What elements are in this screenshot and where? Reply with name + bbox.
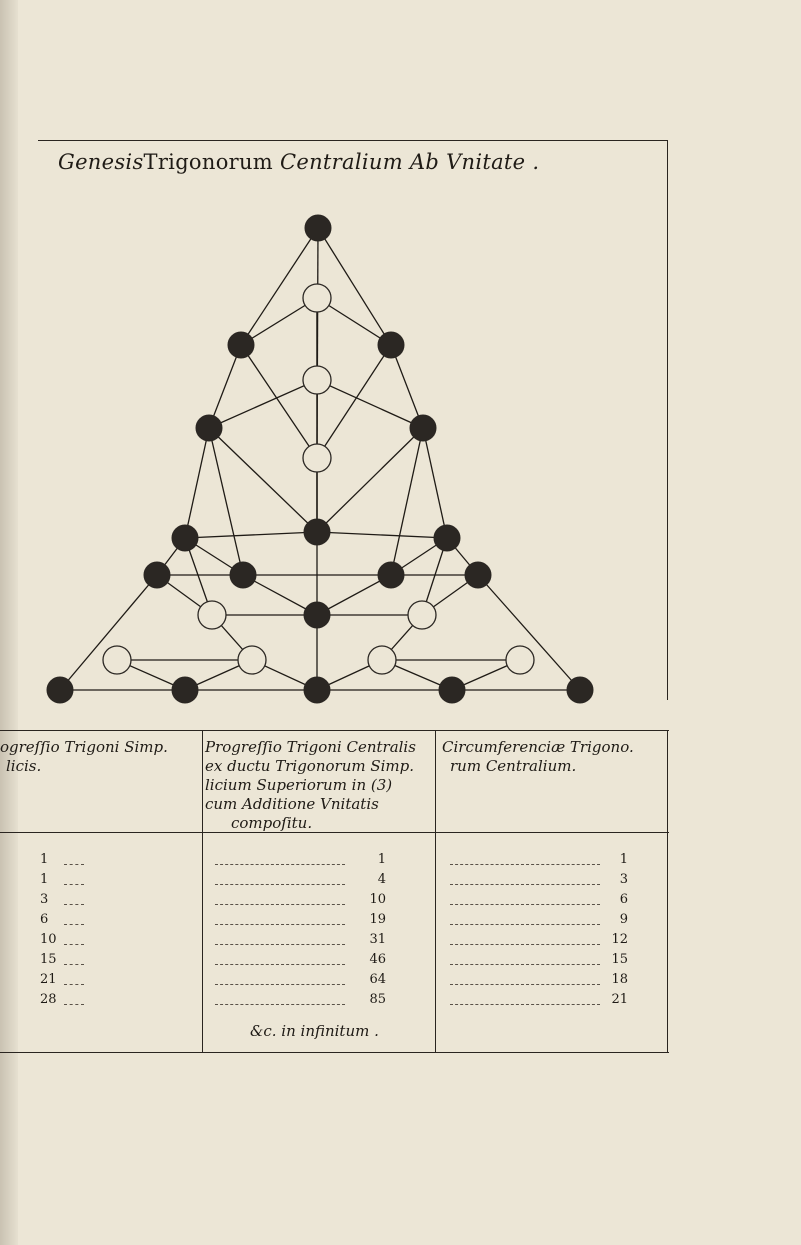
filled-dot (434, 525, 460, 551)
header-central-line: licium Superiorum in (3) (205, 776, 393, 794)
circumference-value: 6 (619, 892, 628, 907)
filled-dot (144, 562, 170, 588)
leader-dash (215, 984, 345, 985)
leader-dash (215, 924, 345, 925)
hollow-dot (368, 646, 396, 674)
table-row (0, 972, 669, 990)
diagram-line (185, 532, 317, 538)
simple-value: 21 (40, 972, 57, 987)
leader-dash (215, 944, 345, 945)
simple-value: 28 (40, 992, 57, 1007)
leader-dash (64, 924, 84, 925)
circumference-value: 9 (619, 912, 628, 927)
leader-dash (215, 864, 345, 865)
header-simple-line: licis. (6, 757, 42, 775)
central-value: 19 (369, 912, 386, 927)
leader-dash (64, 944, 84, 945)
diagram-line (423, 428, 447, 538)
filled-dot (230, 562, 256, 588)
leader-dash (215, 904, 345, 905)
simple-value: 1 (40, 872, 49, 887)
header-simple (0, 738, 200, 776)
table-row (0, 932, 669, 950)
hollow-dot (198, 601, 226, 629)
diagram-line (209, 428, 243, 575)
footnote: &c. in infinitum . (250, 1022, 379, 1040)
filled-dot (465, 562, 491, 588)
numbers-table (0, 730, 669, 1052)
header-central-line: compoſitu. (231, 814, 313, 832)
header-central-line: cum Additione Vnitatis (205, 795, 379, 813)
circumference-value: 3 (619, 872, 628, 887)
circumference-value: 18 (611, 972, 628, 987)
table-row (0, 952, 669, 970)
header-simple-line: ogreſſio Trigoni Simp. (0, 738, 168, 756)
table-row (0, 872, 669, 890)
filled-dot (47, 677, 73, 703)
diagram-line (209, 428, 317, 532)
hollow-dot (303, 284, 331, 312)
table-row (0, 892, 669, 910)
filled-dot (228, 332, 254, 358)
title-suffix: Centralium Ab Vnitate . (280, 150, 540, 174)
header-central-line: ex ductu Trigonorum Simp. (205, 757, 415, 775)
filled-dot (304, 602, 330, 628)
leader-dash (450, 864, 600, 865)
central-value: 10 (369, 892, 386, 907)
diagram-line (391, 428, 423, 575)
leader-dash (450, 884, 600, 885)
leader-dash (450, 984, 600, 985)
filled-dot (304, 677, 330, 703)
diagram-line (478, 575, 580, 690)
leader-dash (450, 964, 600, 965)
simple-value: 10 (40, 932, 57, 947)
diagram-line (185, 428, 209, 538)
simple-value: 15 (40, 952, 57, 967)
hollow-dot (303, 366, 331, 394)
circumference-value: 1 (619, 852, 628, 867)
header-circ-line: rum Centralium. (450, 757, 577, 775)
table-row (0, 852, 669, 870)
table-bottom-rule (0, 1052, 669, 1053)
header-circ-line: Circumferenciæ Trigono. (442, 738, 634, 756)
simple-value: 1 (40, 852, 49, 867)
central-value: 31 (369, 932, 386, 947)
diagram-line (317, 428, 423, 532)
filled-dot (410, 415, 436, 441)
central-value: 85 (369, 992, 386, 1007)
circumference-value: 12 (611, 932, 628, 947)
diagram-line (317, 532, 447, 538)
header-central-line: Progreſſio Trigoni Centralis (205, 738, 416, 756)
diagram-line (317, 345, 391, 458)
leader-dash (450, 904, 600, 905)
title-prefix: Genesis (58, 150, 144, 174)
filled-dot (378, 332, 404, 358)
leader-dash (64, 884, 84, 885)
central-value: 1 (377, 852, 386, 867)
filled-dot (305, 215, 331, 241)
leader-dash (215, 884, 345, 885)
simple-value: 6 (40, 912, 49, 927)
leader-dash (64, 964, 84, 965)
title-main: Trigonorum (143, 150, 274, 174)
filled-dot (439, 677, 465, 703)
table-top-rule (0, 730, 669, 731)
filled-dot (172, 525, 198, 551)
filled-dot (378, 562, 404, 588)
diagram-line (318, 228, 391, 345)
filled-dot (196, 415, 222, 441)
hollow-dot (408, 601, 436, 629)
table-row (0, 912, 669, 930)
leader-dash (450, 944, 600, 945)
central-value: 46 (369, 952, 386, 967)
filled-dot (172, 677, 198, 703)
hollow-dot (506, 646, 534, 674)
hollow-dot (238, 646, 266, 674)
header-central (205, 738, 433, 833)
circumference-value: 15 (611, 952, 628, 967)
central-value: 4 (377, 872, 386, 887)
table-row (0, 992, 669, 1010)
header-circumference (442, 738, 664, 776)
diagram-line (241, 345, 317, 458)
simple-value: 3 (40, 892, 49, 907)
leader-dash (64, 864, 84, 865)
hollow-dot (303, 444, 331, 472)
leader-dash (215, 1004, 345, 1005)
central-value: 64 (369, 972, 386, 987)
diagram-nodes (47, 215, 593, 703)
leader-dash (215, 964, 345, 965)
leader-dash (450, 1004, 600, 1005)
diagram-line (60, 575, 157, 690)
hollow-dot (103, 646, 131, 674)
leader-dash (64, 1004, 84, 1005)
leader-dash (64, 904, 84, 905)
filled-dot (304, 519, 330, 545)
filled-dot (567, 677, 593, 703)
leader-dash (450, 924, 600, 925)
diagram-line (241, 228, 318, 345)
leader-dash (64, 984, 84, 985)
circumference-value: 21 (611, 992, 628, 1007)
